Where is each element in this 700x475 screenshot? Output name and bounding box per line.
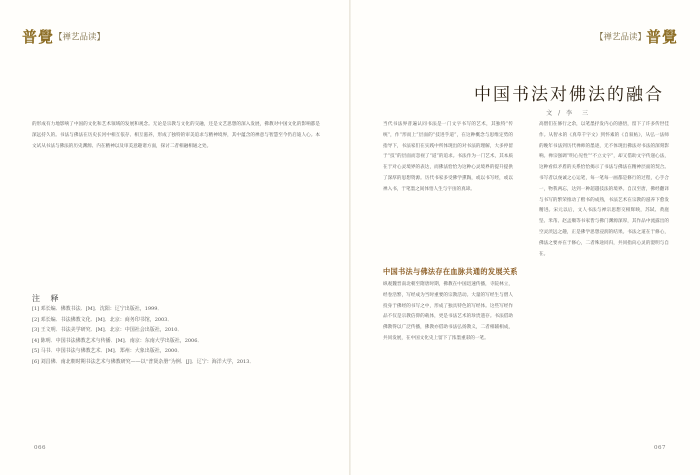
column-1-continued-text: 纵观魏晋南北朝至隋唐时期，佛教在中国迅速传播，寺院林立，经卷浩繁，写经成为当时重要的宗教活动。大量的写经生与僧人投身于佛经的书写之中，形成了独具特色的写经体。这些写经作品不仅是宗教信仰的载体，更是书法艺术的珍贵遗存。书法借助佛教得以广泛传播，佛教亦借助书法弘扬教义，二者相辅相成，共同发展，在中国文化史上留下了浓墨重彩的一笔。 [383, 282, 513, 341]
magazine-logo: 普覺 [645, 28, 678, 46]
right-page [351, 0, 700, 475]
right-page-number: 067 [654, 445, 666, 451]
left-page-number: 066 [34, 445, 46, 451]
magazine-logo: 普覺 [22, 28, 55, 46]
note-item: [5] 马书．中国书法与佛教艺术．[M]．郑州：大象出版社，2000． [32, 348, 183, 354]
section-label: 【禅艺品读】 [54, 32, 106, 43]
section-subheading: 中国书法与佛法存在血脉共通的发展关系 [383, 267, 518, 276]
note-item: [2] 邓长编．书法佛教文化．[M]．北京：商务印书馆，2003． [32, 316, 173, 323]
note-item: [3] 王文明．书法美学研究．[M]．北京：中国社会出版社，2010． [32, 327, 183, 333]
article-byline: 文 / 李 三 [546, 110, 590, 117]
left-page [0, 0, 349, 475]
left-header [22, 26, 105, 47]
right-header [595, 26, 678, 47]
notes-title: 注 释 [32, 294, 63, 303]
column-1-text: 当代书法界普遍认同书法是一门文字书写的艺术，其独特“传统”，作“形而上”层面的“技进乎道”，在这种概念与思维定势的指导下，书法家们在实践中所体现出的对书法的理解，大多停留于“技”的层面而忽视了“道”的追求。书法作为一门艺术，其本质在于对心灵境界的表达，而佛法恰恰为这种心灵境界的提升提供了深厚的思想资源。历代书家多受佛学熏陶，或以书写经，或以禅入书，于笔墨之间体悟人生与宇宙的真谛。 [383, 122, 513, 192]
article-title: 中国书法对佛法的融合 [474, 85, 664, 105]
section-label: 【禅艺品读】 [594, 32, 646, 43]
left-body-text: 的形成有力地影响了中国的文化和艺术领域的发展和观念。无论是宗教与文化的交融，还是文艺思想的深入发展，佛教对中国文化的影响都是深远持久的。书法与佛法在历史长河中相互依存、相互滋养，形成了独特的审美追求与精神境界，其中蕴含的禅意与智慧至今仍启迪人心。本文试从书法与佛法的历史渊源、内在精神以及审美意趣诸方面，探讨二者相融相通之处。 [32, 122, 320, 149]
note-item: [4] 陈明．中国书法佛教艺术与传播．[M]．南京：东南大学出版社，2006． [32, 337, 203, 344]
note-item: [6] 刘昌佛．南北朝时期书法艺术与佛教研究——以“普贤杂册”为例．[J]．辽宁：海洋大学，2013． [32, 358, 255, 365]
notes-list [32, 304, 320, 367]
column-2-text: 高僧们在修行之余，以笔墨抒发内心的感悟，留下了许多传世佳作。从智永的《真草千字文》到怀素的《自叙帖》，从弘一法师的晚年书法到历代禅师的墨迹，无不体现出佛法对书法的深刻影响。禅宗强调“明心见性”“不立文字”，却又借助文字传递心法，这种看似矛盾的关系恰恰揭示了书法与佛法在精神层面的契合。书写者以虔诚之心运笔，每一笔每一画都是修行的过程，心手合一，物我两忘，达到一种超越技法的境界。自汉至唐，佛经翻译与书写的繁荣推动了楷书的成熟，书法艺术在宗教的滋养下愈发精进。宋元以后，文人书法与禅宗思想交相辉映，苏轼、黄庭坚、米芾、赵孟頫等书家皆与佛门渊源深厚，其作品中流露出的空灵淡远之趣，正是佛学思想浸润的结果。书法之道在于修心，佛法之要亦在于修心，二者殊途同归，共同指向心灵的澄明与自在。 [539, 122, 669, 257]
note-item: [1] 邓长编．佛教书法．[M]．沈阳：辽宁出版社，1999． [32, 306, 163, 312]
